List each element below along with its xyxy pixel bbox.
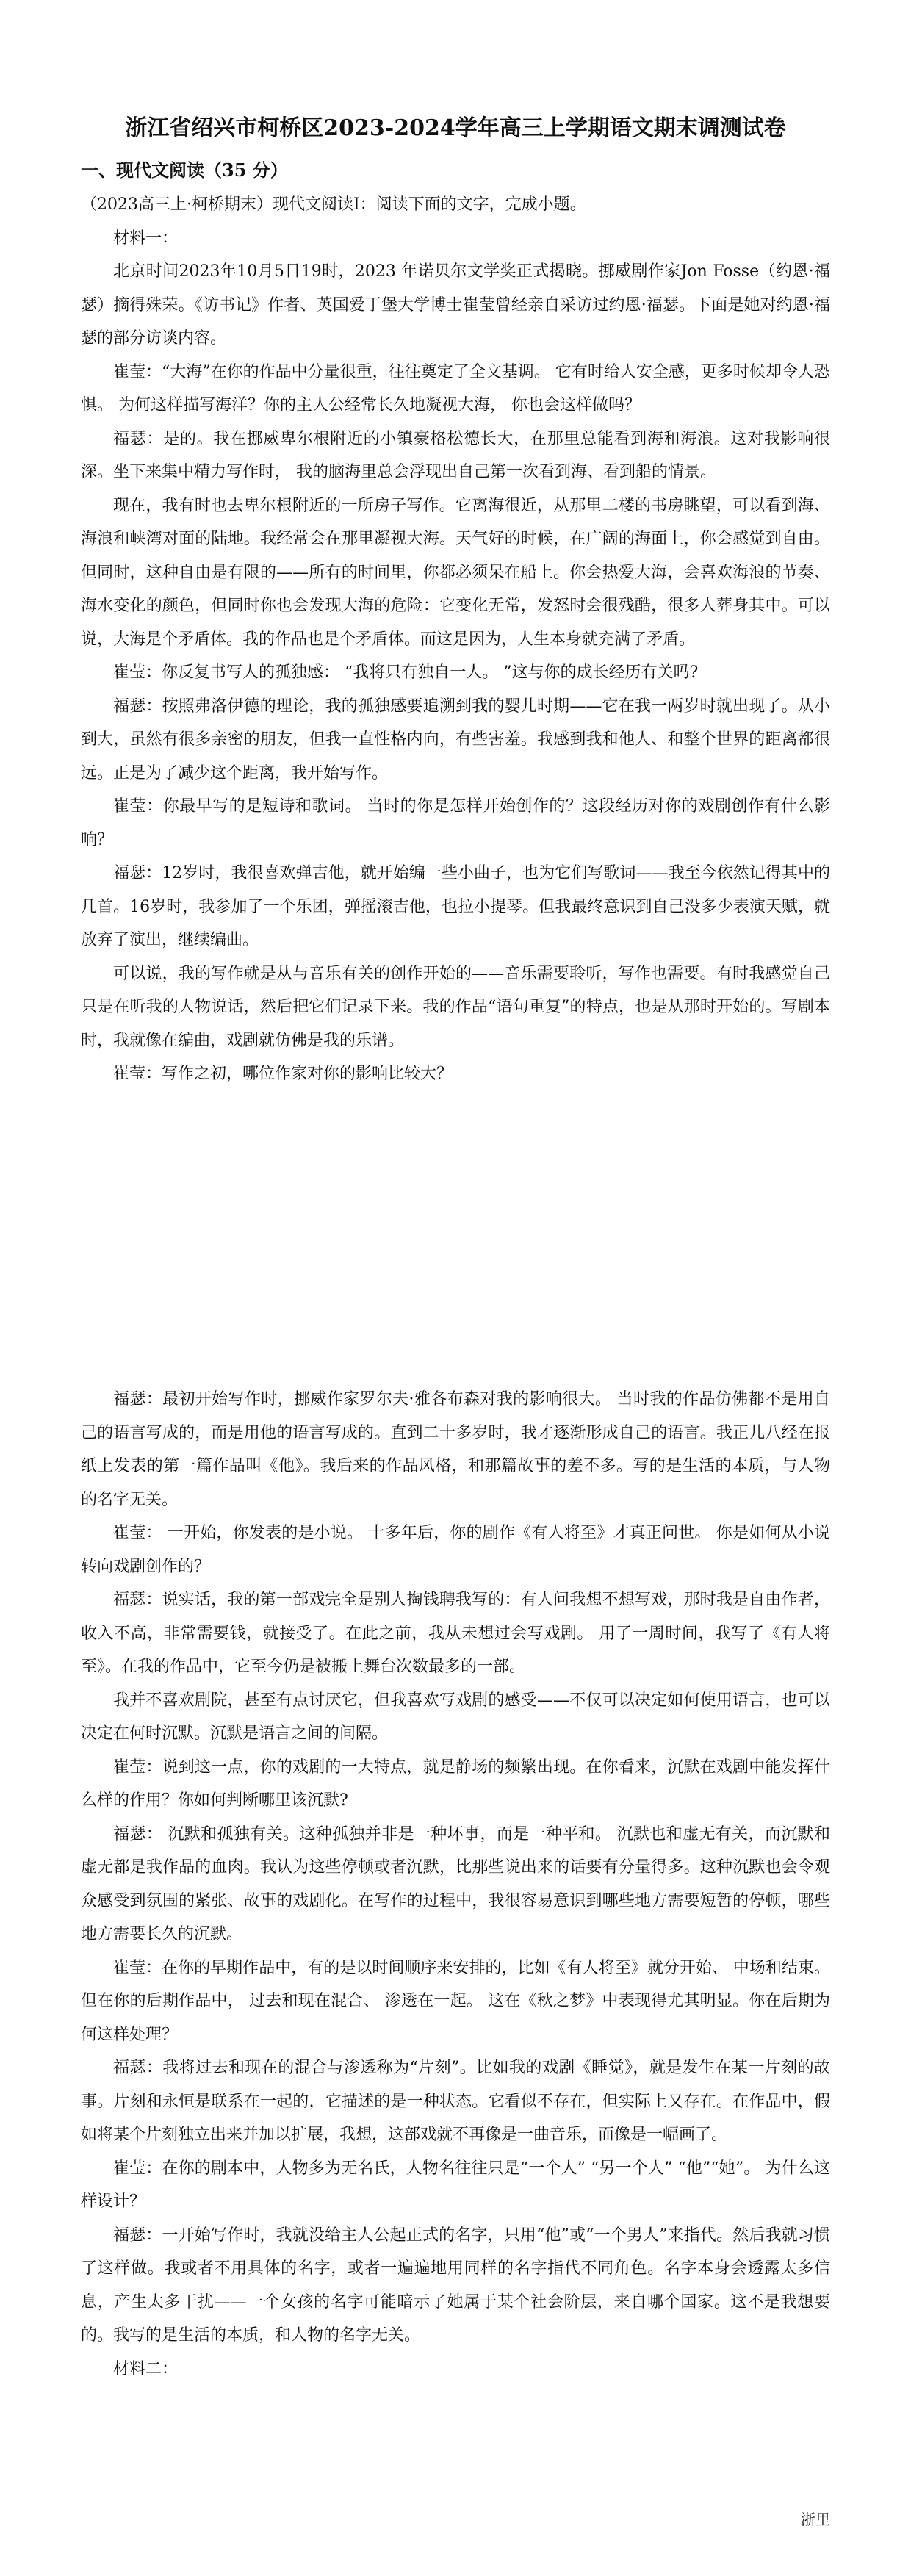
source-line: （2023高三上·柯桥期末）现代文阅读Ⅰ：阅读下面的文字，完成小题。 [81,195,586,214]
material-label-1: 材料一： [113,229,179,248]
paragraph: 崔莹：“大海”在你的作品中分量很重，往往奠定了全文基调。 它有时给人安全感，更多时候却令人恐惧。 为何这样描写海洋？你的主人公经常长久地凝视大海， 你也会这样做吗？ [81,362,830,414]
page-title: 浙江省绍兴市柯桥区2023-2024学年高三上学期语文期末调测试卷 [125,115,786,141]
paragraph: 福瑟：我将过去和现在的混合与渗透称为“片刻”。比如我的戏剧《睡觉》，就是发生在某一片刻的故事。片刻和永恒是联系在一起的，它描述的是一种状态。它看似不存在，但实际上又存在。在作品中，假如将某个片刻独立出来并加以扩展，我想，这部戏就不再像是一曲音乐，而像是一幅画了。 [81,2059,830,2144]
paragraph: 崔莹：你最早写的是短诗和歌词。 当时的你是怎样开始创作的？这段经历对你的戏剧创作有什么影响？ [81,797,830,849]
paragraph: 崔莹： 一开始，你发表的是小说。 十多年后，你的剧作《有人将至》才真正问世。 你是如何从小说转向戏剧创作的？ [81,1524,830,1576]
text-block-1 [81,188,830,1091]
paragraph: 崔莹：写作之初，哪位作家对你的影响比较大？ [113,1065,453,1083]
paragraph: 福瑟：12岁时，我很喜欢弹吉他，就开始编一些小曲子，也为它们写歌词——我至今依然记得其中的几首。16岁时，我参加了一个乐团，弹摇滚吉他，也拉小提琴。但我最终意识到自己没多少表演天赋，就放弃了演出，继续编曲。 [81,864,830,949]
paragraph: 我并不喜欢剧院，甚至有点讨厌它，但我喜欢写戏剧的感受——不仅可以决定如何使用语言，也可以决定在何时沉默。沉默是语言之间的间隔。 [81,1691,830,1743]
paragraph: 福瑟：按照弗洛伊德的理论，我的孤独感要追溯到我的婴儿时期——它在我一两岁时就出现了。从小到大，虽然有很多亲密的朋友，但我一直性格内向，有些害羞。我感到我和他人、和整个世界的距离都很远。正是为了减少这个距离，我开始写作。 [81,697,830,782]
text-block-2 [81,1383,830,2386]
paragraph: 现在，我有时也去卑尔根附近的一所房子写作。它离海很近，从那里二楼的书房眺望，可以看到海、海浪和峡湾对面的陆地。我经常会在那里凝视大海。天气好的时候，在广阔的海面上，你会感觉到自由。但同时，这种自由是有限的——所有的时间里，你都必须呆在船上。你会热爱大海，会喜欢海浪的节奏、 海水变化的颜色，但同时你也会发现大海的危险：它变化无常，发怒时会很残酷，很多人葬身其中。可以说，大海是个矛盾体。我的作品也是个矛盾体。而这是因为，人生本身就充满了矛盾。 [81,496,830,649]
paragraph: 崔莹：你反复书写人的孤独感： “我将只有独自一人。 ”这与你的成长经历有关吗? [113,663,699,682]
paragraph: 福瑟： 沉默和孤独有关。这种孤独并非是一种坏事，而是一种平和。 沉默也和虚无有关，而沉默和虚无都是我作品的血肉。我认为这些停顿或者沉默，比那些说出来的话要有分量得多。这种沉默也会令观众感受到氛围的紧张、故事的戏剧化。在写作的过程中，我很容易意识到哪些地方需要短暂的停顿，哪些地方需要长久的沉默。 [81,1824,830,1943]
paragraph: 崔莹：在你的剧本中，人物多为无名氏，人物名往往只是“一个人” “另一个人” “他”“她”。 为什么这样设计？ [81,2159,830,2211]
paragraph: 福瑟：最初开始写作时，挪威作家罗尔夫·雅各布森对我的影响很大。 当时我的作品仿佛都不是用自己的语言写成的，而是用他的语言写成的。直到二十多岁时，我才逐渐形成自己的语言。我正儿八经在报纸上发表的第一篇作品叫《他》。我后来的作品风格，和那篇故事的差不多。写的是生活的本质，与人物的名字无关。 [81,1390,830,1509]
paragraph: 北京时间2023年10月5日19时，2023 年诺贝尔文学奖正式揭晓。挪威剧作家Jon Fosse（约恩·福瑟）摘得殊荣。《访书记》作者、英国爱丁堡大学博士崔莹曾经亲自采访过约恩·福瑟。下面是她对约恩·福瑟的部分访谈内容。 [81,262,830,348]
section-heading: 一、现代文阅读（35 分） [81,159,288,181]
paragraph: 可以说，我的写作就是从与音乐有关的创作开始的——音乐需要聆听，写作也需要。有时我感觉自己只是在听我的人物说话，然后把它们记录下来。我的作品“语句重复”的特点，也是从那时开始的。写剧本时，我就像在编曲，戏剧就仿佛是我的乐谱。 [81,964,830,1050]
material-label-2: 材料二： [113,2359,179,2378]
paragraph: 崔莹：说到这一点，你的戏剧的一大特点，就是静场的频繁出现。在你看来，沉默在戏剧中能发挥什么样的作用？你如何判断哪里该沉默? [81,1757,830,1810]
paragraph: 福瑟：说实话，我的第一部戏完全是别人掏钱聘我写的：有人问我想不想写戏，那时我是自由作者，收入不高，非常需要钱，就接受了。在此之前，我从未想过会写戏剧。 用了一周时间，我写了《有人将至》。在我的作品中，它至今仍是被搬上舞台次数最多的一部。 [81,1591,830,1676]
paragraph: 福瑟：是的。我在挪威卑尔根附近的小镇豪格松德长大，在那里总能看到海和海浪。这对我影响很深。坐下来集中精力写作时， 我的脑海里总会浮现出自己第一次看到海、看到船的情景。 [81,429,830,481]
paragraph: 崔莹：在你的早期作品中，有的是以时间顺序来安排的，比如《有人将至》就分开始、 中场和结束。但在你的后期作品中， 过去和现在混合、 渗透在一起。 这在《秋之梦》中表现得尤其明显。你在后期为何这样处理？ [81,1958,830,2044]
paragraph: 福瑟：一开始写作时，我就没给主人公起正式的名字，只用“他”或“一个男人”来指代。然后我就习惯了这样做。我或者不用具体的名字，或者一遍遍地用同样的名字指代不同角色。名字本身会透露太多信息，产生太多干扰——一个女孩的名字可能暗示了她属于某个社会阶层，来自哪个国家。这不是我想要的。我写的是生活的本质，和人物的名字无关。 [81,2226,830,2345]
footer-text: 浙里 [801,2511,830,2528]
